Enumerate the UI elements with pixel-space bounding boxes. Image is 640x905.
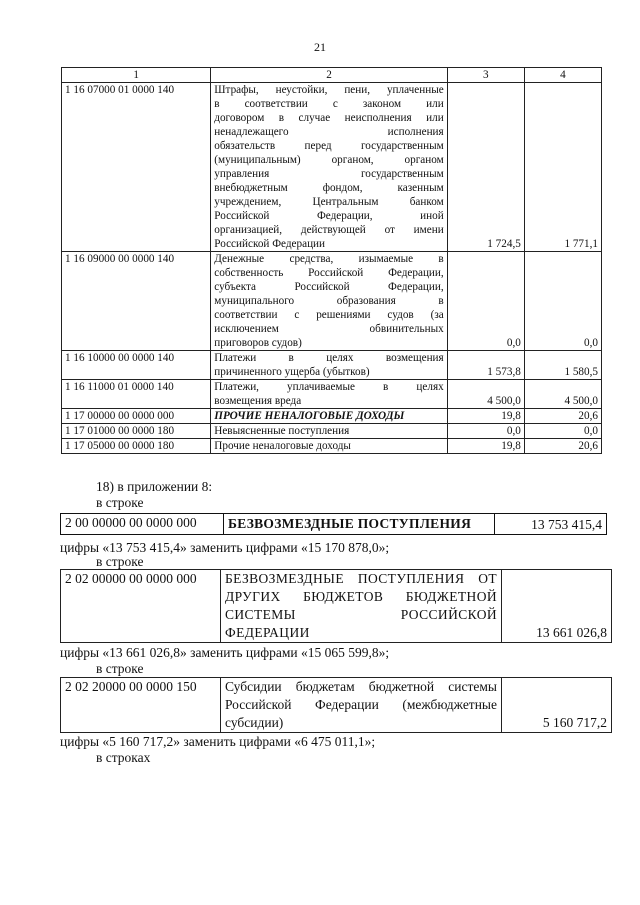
in-line-label-1: в строке xyxy=(96,495,144,510)
description-line: ФЕДЕРАЦИИ xyxy=(225,625,310,640)
row-value-col3: 1 573,8 xyxy=(447,351,524,380)
description-line: обязательств перед государственным xyxy=(214,140,444,152)
row-code: 1 17 01000 00 0000 180 xyxy=(62,424,211,439)
header-col-2: 2 xyxy=(211,68,447,83)
header-col-3: 3 xyxy=(447,68,524,83)
in-line-label-3: в строке xyxy=(96,661,144,676)
row-description xyxy=(221,678,502,733)
description-line: Прочие неналоговые доходы xyxy=(214,440,351,452)
description-line: Платежи в целях возмещения xyxy=(214,352,444,364)
row-value-col3: 1 724,5 xyxy=(447,83,524,252)
row-code: 2 00 00000 00 0000 000 xyxy=(61,514,224,535)
description-line: внебюджетным фондом, казенным xyxy=(214,182,444,194)
replace-instruction-3: цифры «5 160 717,2» заменить цифрами «6 475 011,1»; xyxy=(60,734,376,749)
description-line: учреждением, Центральным банком xyxy=(214,196,444,208)
row-code: 2 02 00000 00 0000 000 xyxy=(61,570,221,643)
description-line: собственность Российской Федерации, xyxy=(214,267,444,279)
row-description xyxy=(211,380,447,409)
description-line: Денежные средства, изымаемые в xyxy=(214,253,444,265)
description-line: Российской Федерации xyxy=(214,238,326,250)
description-line: ПРОЧИЕ НЕНАЛОГОВЫЕ ДОХОДЫ xyxy=(214,410,405,422)
description-line: Российской Федерации, иной xyxy=(214,210,444,222)
row-code: 1 16 07000 01 0000 140 xyxy=(62,83,211,252)
row-value-col4: 20,6 xyxy=(524,409,601,424)
in-line-label-2: в строке xyxy=(96,554,144,569)
description-line: договором в случае неисполнения или xyxy=(214,112,444,124)
row-code: 1 17 05000 00 0000 180 xyxy=(62,439,211,454)
row-value: 13 753 415,4 xyxy=(495,514,607,535)
row-value-col4: 4 500,0 xyxy=(524,380,601,409)
row-value-col4: 0,0 xyxy=(524,424,601,439)
row-value-col4: 0,0 xyxy=(524,252,601,351)
row-description xyxy=(211,83,447,252)
header-col-1: 1 xyxy=(62,68,211,83)
description-line: управления государственным xyxy=(214,168,444,180)
table-row xyxy=(61,570,612,643)
item-18-heading: 18) в приложении 8: xyxy=(96,479,213,494)
table-row xyxy=(62,424,602,439)
row-value-col4: 20,6 xyxy=(524,439,601,454)
row-value-col3: 0,0 xyxy=(447,252,524,351)
row-description xyxy=(211,409,447,424)
description-line: Субсидии бюджетам бюджетной системы xyxy=(225,679,497,694)
header-col-4: 4 xyxy=(524,68,601,83)
table-row xyxy=(62,380,602,409)
description-line: Российской Федерации (межбюджетные xyxy=(225,697,497,712)
page-number: 21 xyxy=(314,40,326,54)
replace-instruction-1: цифры «13 753 415,4» заменить цифрами «15 170 878,0»; xyxy=(60,540,390,555)
row-description xyxy=(211,351,447,380)
description-line: ненадлежащего исполнения xyxy=(214,126,444,138)
income-table xyxy=(61,67,602,454)
replace-table-2 xyxy=(60,569,612,643)
description-line: Невыясненные поступления xyxy=(214,425,350,437)
description-line: исключением обвинительных xyxy=(214,323,444,335)
description-line: ДРУГИХ БЮДЖЕТОВ БЮДЖЕТНОЙ xyxy=(225,589,497,604)
row-value: 13 661 026,8 xyxy=(502,570,612,643)
description-line: субъекта Российской Федерации, xyxy=(214,281,444,293)
table-row xyxy=(61,678,612,733)
row-code: 2 02 20000 00 0000 150 xyxy=(61,678,221,733)
description-line: организацией, действующей от имени xyxy=(214,224,444,236)
row-description xyxy=(221,570,502,643)
row-description: БЕЗВОЗМЕЗДНЫЕ ПОСТУПЛЕНИЯ xyxy=(224,514,495,535)
table-header-row xyxy=(62,68,602,83)
replace-instruction-2: цифры «13 661 026,8» заменить цифрами «15 065 599,8»; xyxy=(60,645,390,660)
row-value-col4: 1 771,1 xyxy=(524,83,601,252)
table-row xyxy=(62,409,602,424)
table-row xyxy=(62,439,602,454)
row-description xyxy=(211,252,447,351)
description-line: субсидии) xyxy=(225,715,284,730)
description-line: возмещения вреда xyxy=(214,395,302,407)
row-description xyxy=(211,424,447,439)
row-description xyxy=(211,439,447,454)
description-line: БЕЗВОЗМЕЗДНЫЕ ПОСТУПЛЕНИЯ ОТ xyxy=(225,571,497,586)
description-line: в соответствии с законом или xyxy=(214,98,444,110)
table-row xyxy=(62,351,602,380)
row-value-col3: 0,0 xyxy=(447,424,524,439)
replace-table-3 xyxy=(60,677,612,733)
row-value-col3: 19,8 xyxy=(447,409,524,424)
replace-table-1 xyxy=(60,513,607,535)
row-code: 1 17 00000 00 0000 000 xyxy=(62,409,211,424)
row-value: 5 160 717,2 xyxy=(502,678,612,733)
description-line: (муниципальным) органом, органом xyxy=(214,154,444,166)
description-line: причиненного ущерба (убытков) xyxy=(214,366,370,378)
in-lines-label: в строках xyxy=(96,750,151,765)
row-code: 1 16 11000 01 0000 140 xyxy=(62,380,211,409)
table-row xyxy=(61,514,607,535)
row-value-col4: 1 580,5 xyxy=(524,351,601,380)
row-code: 1 16 10000 00 0000 140 xyxy=(62,351,211,380)
row-value-col3: 19,8 xyxy=(447,439,524,454)
description-line: Платежи, уплачиваемые в целях xyxy=(214,381,444,393)
description-line: соответствии с решениями судов (за xyxy=(214,309,444,321)
table-row xyxy=(62,83,602,252)
row-value-col3: 4 500,0 xyxy=(447,380,524,409)
description-line: приговоров судов) xyxy=(214,337,302,349)
row-code: 1 16 09000 00 0000 140 xyxy=(62,252,211,351)
table-row xyxy=(62,252,602,351)
description-line: СИСТЕМЫ РОССИЙСКОЙ xyxy=(225,607,497,622)
description-line: Штрафы, неустойки, пени, уплаченные xyxy=(214,84,444,96)
income-table-body xyxy=(62,83,602,454)
description-line: муниципального образования в xyxy=(214,295,444,307)
